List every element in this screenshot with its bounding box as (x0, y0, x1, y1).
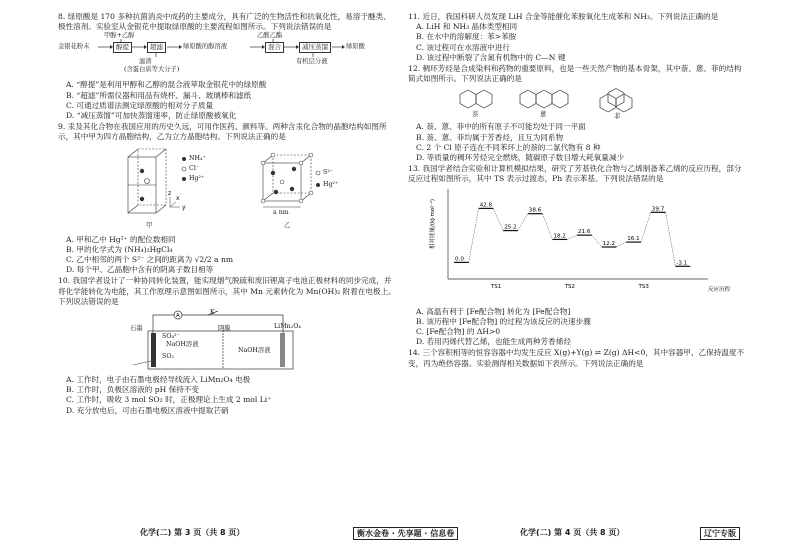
footer-left: 化学(二) 第 3 页（共 8 页） (140, 528, 245, 537)
energy-connector (493, 208, 503, 230)
switch-label: K (210, 309, 215, 317)
question-10 (58, 276, 396, 415)
q13-option-b: B. 该历程中 [Fe配合物] 的过程为该反应的决速步骤 (416, 316, 591, 326)
svg-text:A: A (176, 313, 180, 320)
q12-stem: 12. 稠环芳烃是合成染料和药物的重要原料，也是一些天然产物的基本骨架，其中萘、蒽、菲的结构简式如图所示。下列说法正确的是 (408, 64, 742, 84)
q13-energy-diagram (408, 187, 748, 305)
q12-structures (408, 86, 748, 120)
x-axis-label: 反应历程 (708, 286, 731, 293)
q8-option-b: B. “超滤”所需仪器和用品有烧杯、漏斗、玻璃棒和滤纸 (66, 90, 252, 100)
cell-b-label: 乙 (284, 221, 291, 229)
flow-residue: 滤渣 (139, 58, 152, 66)
energy-connector (666, 212, 676, 266)
energy-connector (469, 208, 479, 262)
svg-text:x: x (176, 194, 180, 202)
legend-s: S²⁻ (323, 168, 334, 176)
energy-value-label: 42.8 (479, 202, 493, 209)
energy-connector (616, 242, 626, 247)
svg-text:z: z (168, 189, 172, 197)
question-14 (408, 348, 748, 368)
flow-step-4: 混合 (265, 42, 284, 53)
gas-out-label: SO₄²⁻ (162, 333, 180, 341)
q10-cell-diagram (58, 309, 396, 373)
transition-state-label: TS1 (490, 283, 502, 290)
energy-connector (641, 212, 651, 242)
question-9 (58, 122, 396, 275)
energy-value-label: 25.2 (504, 224, 517, 231)
footer-center: 衡水金卷 · 先享题 · 信息卷 (353, 527, 458, 540)
question-11 (408, 12, 748, 63)
legend-hg-a: Hg²⁺ (189, 174, 205, 182)
q8-option-c: C. 可通过质谱法测定绿原酸的相对分子质量 (66, 100, 214, 110)
energy-connector (567, 235, 577, 239)
flow-source: 金银花粉末 (58, 43, 90, 51)
q8-option-a: A. “醇提”是利用甲醇和乙醇的混合液萃取金银花中的绿原酸 (66, 80, 267, 90)
q11-option-a: A. LiH 和 NH₃ 晶体类型相同 (416, 22, 518, 32)
cell-b-dimension: a nm (273, 208, 289, 216)
energy-value-label: 16.1 (627, 235, 640, 242)
q10-option-b: B. 工作时，负极区溶液的 pH 保持不变 (66, 385, 200, 395)
flow-reagent: 乙酸乙酯 (257, 32, 283, 40)
q9-option-b: B. 甲的化学式为 (NH₄)₂HgCl₄ (66, 244, 173, 254)
q13-option-a: A. 高温有利于 [Fe配合物] 转化为 [Fe配合物] (416, 306, 571, 316)
svg-text:y: y (182, 203, 186, 211)
energy-value-label: 39.7 (651, 205, 665, 212)
label-phenanthrene: 菲 (614, 113, 621, 121)
y-axis-label: 相对能量/(kJ·mol⁻¹) (430, 198, 436, 249)
flow-product: 绿原酸 (346, 43, 365, 51)
q12-option-a: A. 萘、蒽、菲中的所有原子不可能均处于同一平面 (416, 122, 586, 132)
right-column (408, 12, 748, 370)
right-solution-label: NaOH溶液 (238, 347, 271, 355)
q9-option-a: A. 甲和乙中 Hg²⁺ 的配位数相同 (66, 234, 176, 244)
membrane-label: 阴膜 (218, 325, 231, 333)
legend-cl: Cl⁻ (189, 164, 200, 172)
q12-option-c: C. 2 个 Cl 原子连在不同苯环上的萘的二氯代物有 8 种 (416, 142, 601, 152)
energy-levels (454, 202, 690, 266)
stage-labels (490, 284, 649, 290)
energy-value-label: 38.6 (528, 207, 542, 214)
energy-connector (518, 213, 528, 230)
energy-connector (543, 213, 553, 239)
q10-option-a: A. 工作时，电子由石墨电极经导线流入 LiMn₂O₄ 电极 (66, 375, 251, 385)
label-anthracene: 蒽 (540, 111, 547, 119)
q11-option-c: C. 该过程可在水溶液中进行 (416, 42, 510, 52)
q13-stem: 13. 我国学者结合实验和计算机模拟结果，研究了芳基铁化合物与乙烯制备苯乙烯的反应历程，部分反应过程如图所示，其中 TS 表示过渡态，Ph 表示苯基。下列说法错误的是 (408, 164, 742, 184)
q9-option-d: D. 每个甲、乙晶胞中含有的阴离子数目相等 (66, 265, 214, 275)
q10-option-c: C. 工作时，吸收 3 mol SO₂ 时，正极理论上生成 2 mol Li⁺ (66, 395, 272, 405)
flow-residue-note: (含蛋白质等大分子) (124, 66, 180, 74)
footer-right: 化学(二) 第 4 页（共 8 页） (520, 528, 625, 537)
q9-stem: 9. 汞及其化合物在我国应用的历史久远，可用作医药、颜料等。两种含汞化合物的晶胞结构如图所示，其中甲为四方晶胞结构，乙为立方晶胞结构。下列说法正确的是 (58, 122, 387, 142)
q12-option-b: B. 萘、蒽、菲均属于芳香烃，且互为同系物 (416, 132, 564, 142)
q10-option-d: D. 充分放电后，可由石墨电极区溶液中提取芒硝 (66, 405, 229, 415)
q13-option-c: C. [Fe配合物] 的 ΔH>0 (416, 327, 501, 337)
question-12 (408, 64, 748, 163)
flow-solvent: 甲醇+乙醇 (104, 32, 135, 40)
energy-value-label: 12.2 (602, 240, 616, 247)
transition-state-label: TS3 (638, 283, 649, 290)
question-13 (408, 164, 748, 347)
q9-crystal-figures (58, 145, 396, 233)
energy-connector (592, 235, 602, 247)
electrochem-cell (58, 309, 396, 373)
cell-a-label: 甲 (146, 221, 153, 229)
energy-profile-chart (408, 187, 748, 305)
q11-option-d: D. 该过程中断裂了含氮有机物中的 C—N 键 (416, 52, 566, 62)
q10-stem: 10. 我国学者设计了一种协同转化装置，能实现烟气脱硫和废旧锂离子电池正极材料的同步完成，并将化学能转化为电能，其工作原理示意图如图所示，其中 Mn 元素转化为 Mn(OH)₂ 附着在电极上。下列说法错误的是 (58, 276, 396, 306)
aromatic-structures (408, 86, 748, 120)
q13-option-d: D. 若用丙烯代替乙烯，也能生成两种芳香烯烃 (416, 337, 571, 347)
flow-organic: 有机层分液 (296, 58, 328, 66)
q8-stem: 8. 绿原酸是 170 多种抗菌消炎中成药的主要成分，具有广泛的生物活性和抗氧化性，易溶于醚类、极性溶剂。实验室从金银花中提取绿原酸的主要流程如图所示。下列说法错误的是 (58, 12, 391, 32)
flow-step-1: 醇提 (113, 42, 132, 53)
gas-in-label: SO₂ (162, 353, 175, 361)
left-electrode-label: 石墨 (130, 325, 143, 333)
right-electrode-label: LiMn₂O₄ (274, 323, 301, 331)
energy-value-label: 0.0 (455, 256, 464, 263)
legend-nh4: NH₄⁺ (189, 154, 206, 162)
edition-badge: 辽宁专版 (700, 527, 740, 540)
energy-value-label: 21.6 (578, 228, 591, 235)
left-column (58, 12, 396, 417)
q14-stem: 14. 三个容积相等的恒容容器中均发生反应 X(g)+Y(g) ⇌ Z(g) ΔH<0，其中容器甲、乙保持温度不变，丙为绝热容器。实验测得相关数据如下表所示。下列说法正确的是 (408, 348, 745, 368)
left-solution-label: NaOH溶液 (166, 341, 199, 349)
flow-step-5: 减压蒸馏 (299, 42, 331, 53)
question-8 (58, 12, 396, 121)
flow-arrows (58, 34, 396, 78)
q9-option-c: C. 乙中相邻的两个 S²⁻ 之间的距离为 √2/2 a nm (66, 255, 234, 265)
q11-option-b: B. 在水中的溶解度：苯>苯胺 (416, 32, 517, 42)
transition-state-label: TS2 (564, 283, 576, 290)
q8-flowchart (58, 34, 396, 78)
q12-option-d: D. 等质量的稠环芳烃完全燃烧，随碳原子数目增大耗氧量减少 (416, 153, 625, 163)
energy-value-label: 18.2 (553, 233, 566, 240)
flow-step-2: 超滤 (147, 42, 166, 53)
flow-extract: 绿原酸的醇溶液 (183, 43, 228, 51)
q8-option-d: D. “减压蒸馏”可加快蒸馏速率，防止绿原酸被氧化 (66, 111, 237, 121)
legend-hg-b: Hg²⁺ (323, 180, 339, 188)
q11-stem: 11. 近日，我国科研人员发现 LiH 合金等能催化苯胺氧化生成苯和 NH₃。下列说法正确的是 (408, 12, 719, 21)
energy-value-label: -3.1 (676, 259, 688, 266)
crystal-cells (58, 145, 396, 233)
label-naphthalene: 萘 (472, 111, 479, 119)
